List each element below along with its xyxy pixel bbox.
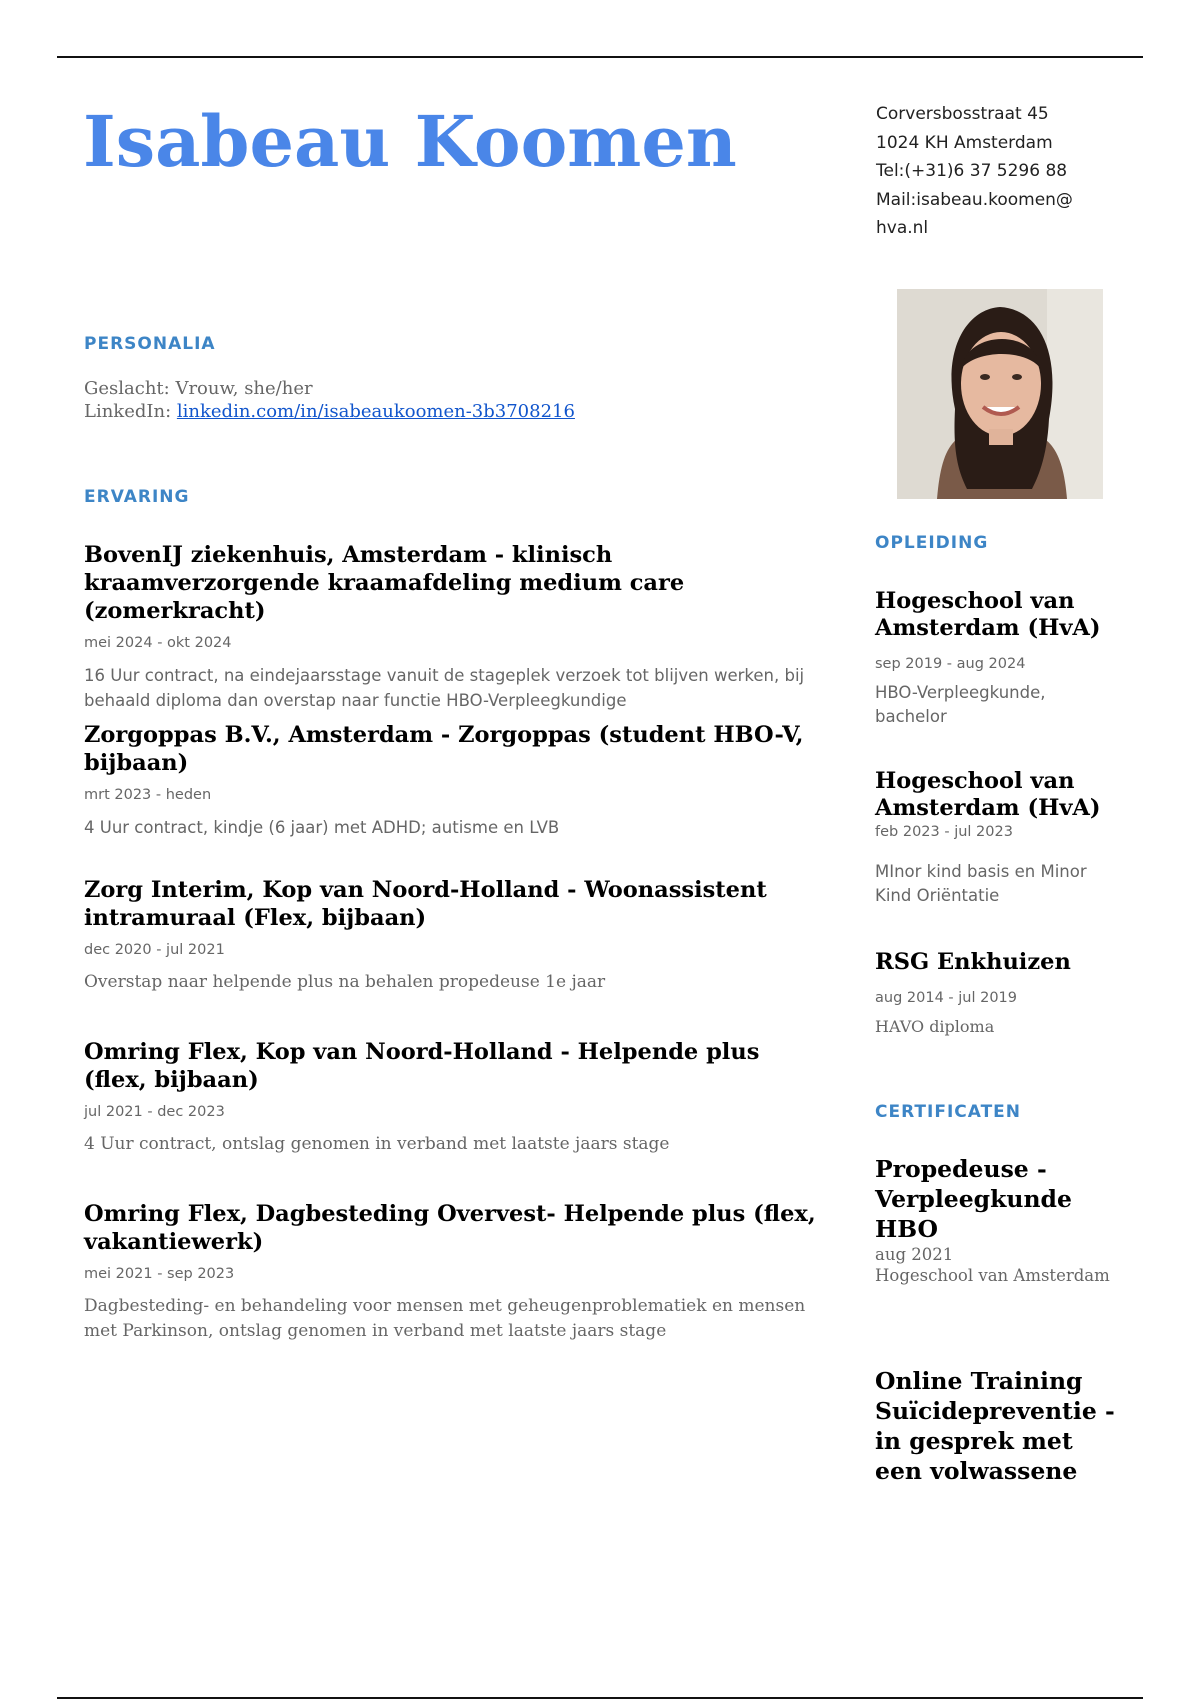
job-title: Zorg Interim, Kop van Noord-Holland - Woonassistent intramuraal (Flex, bijbaan) <box>84 877 767 931</box>
job-title: Zorgoppas B.V., Amsterdam - Zorgoppas (student HBO-V, bijbaan) <box>84 722 804 776</box>
certificate-entry <box>875 1154 1115 1286</box>
gender-text: Geslacht: Vrouw, she/her <box>84 378 313 399</box>
job-entry <box>84 1038 824 1157</box>
linkedin-label: LinkedIn: <box>84 401 177 422</box>
candidate-name: Isabeau Koomen <box>83 100 737 183</box>
address-mail-domain: hva.nl <box>876 218 929 238</box>
education-date: sep 2019 - aug 2024 <box>875 656 1026 672</box>
job-date: mrt 2023 - heden <box>84 787 212 803</box>
address-phone: Tel:(+31)6 37 5296 88 <box>876 161 1068 181</box>
job-description: 4 Uur contract, kindje (6 jaar) met ADHD; autisme en LVB <box>84 818 560 837</box>
education-title: Hogeschool van Amsterdam (HvA) <box>875 768 1101 821</box>
education-date: feb 2023 - jul 2023 <box>875 824 1013 840</box>
education-entry <box>875 768 1115 908</box>
address-street: Corversbosstraat 45 <box>876 104 1049 124</box>
section-title-certificaten: CERTIFICATEN <box>875 1102 1022 1122</box>
section-title-opleiding: OPLEIDING <box>875 533 989 553</box>
education-title: Hogeschool van Amsterdam (HvA) <box>875 588 1101 641</box>
certificate-title: Online Training Suïcidepreventie - in gesprek met een volwassene <box>875 1367 1115 1485</box>
job-title: Omring Flex, Kop van Noord-Holland - Helpende plus (flex, bijbaan) <box>84 1039 760 1093</box>
education-description: HBO-Verpleegkunde, bachelor <box>875 683 1046 726</box>
education-entry <box>875 588 1115 729</box>
address-mail: Mail:isabeau.koomen@ <box>876 189 1073 210</box>
education-date: aug 2014 - jul 2019 <box>875 990 1017 1006</box>
bottom-rule <box>57 1697 1143 1699</box>
certificate-organization: Hogeschool van Amsterdam <box>875 1266 1110 1285</box>
personalia-details <box>84 377 575 423</box>
job-date: dec 2020 - jul 2021 <box>84 942 225 958</box>
job-entry <box>84 876 824 995</box>
linkedin-link[interactable]: linkedin.com/in/isabeaukoomen-3b3708216 <box>176 401 575 422</box>
job-title: BovenIJ ziekenhuis, Amsterdam - klinisch kraamverzorgende kraamafdeling medium care (zomerkracht) <box>84 542 685 624</box>
job-date: mei 2021 - sep 2023 <box>84 1266 235 1282</box>
job-description: Dagbesteding- en behandeling voor mensen met geheugenproblematiek en mensen met Parkinson, ontslag genomen in verband met laatste jaars stage <box>84 1296 806 1341</box>
job-entry <box>84 1200 824 1344</box>
job-date: mei 2024 - okt 2024 <box>84 635 232 651</box>
linkedin-row <box>84 400 575 423</box>
contact-address <box>876 100 1136 243</box>
certificate-date: aug 2021 <box>875 1245 954 1264</box>
job-description: 4 Uur contract, ontslag genomen in verband met laatste jaars stage <box>84 1134 670 1154</box>
job-date: jul 2021 - dec 2023 <box>84 1104 225 1120</box>
job-description: 16 Uur contract, na eindejaarsstage vanuit de stageplek verzoek tot blijven werken, bij behaald diploma dan overstap naar functie HBO-Verpleegkundige <box>84 666 805 710</box>
job-entry <box>84 721 824 840</box>
address-city: 1024 KH Amsterdam <box>876 132 1053 153</box>
job-title: Omring Flex, Dagbesteding Overvest- Helpende plus (flex, vakantiewerk) <box>84 1201 816 1255</box>
education-description: HAVO diploma <box>875 1017 995 1036</box>
certificate-title: Propedeuse - Verpleegkunde HBO <box>875 1155 1072 1243</box>
education-description: MInor kind basis en Minor Kind Oriëntatie <box>875 862 1087 905</box>
section-title-ervaring: ERVARING <box>84 487 190 507</box>
top-rule <box>57 56 1143 58</box>
certificate-entry <box>875 1366 1115 1486</box>
job-entry <box>84 541 824 713</box>
education-entry <box>875 949 1115 1039</box>
job-description: Overstap naar helpende plus na behalen propedeuse 1e jaar <box>84 972 606 992</box>
profile-photo <box>897 289 1103 499</box>
education-title: RSG Enkhuizen <box>875 949 1071 975</box>
section-title-personalia: PERSONALIA <box>84 334 216 354</box>
